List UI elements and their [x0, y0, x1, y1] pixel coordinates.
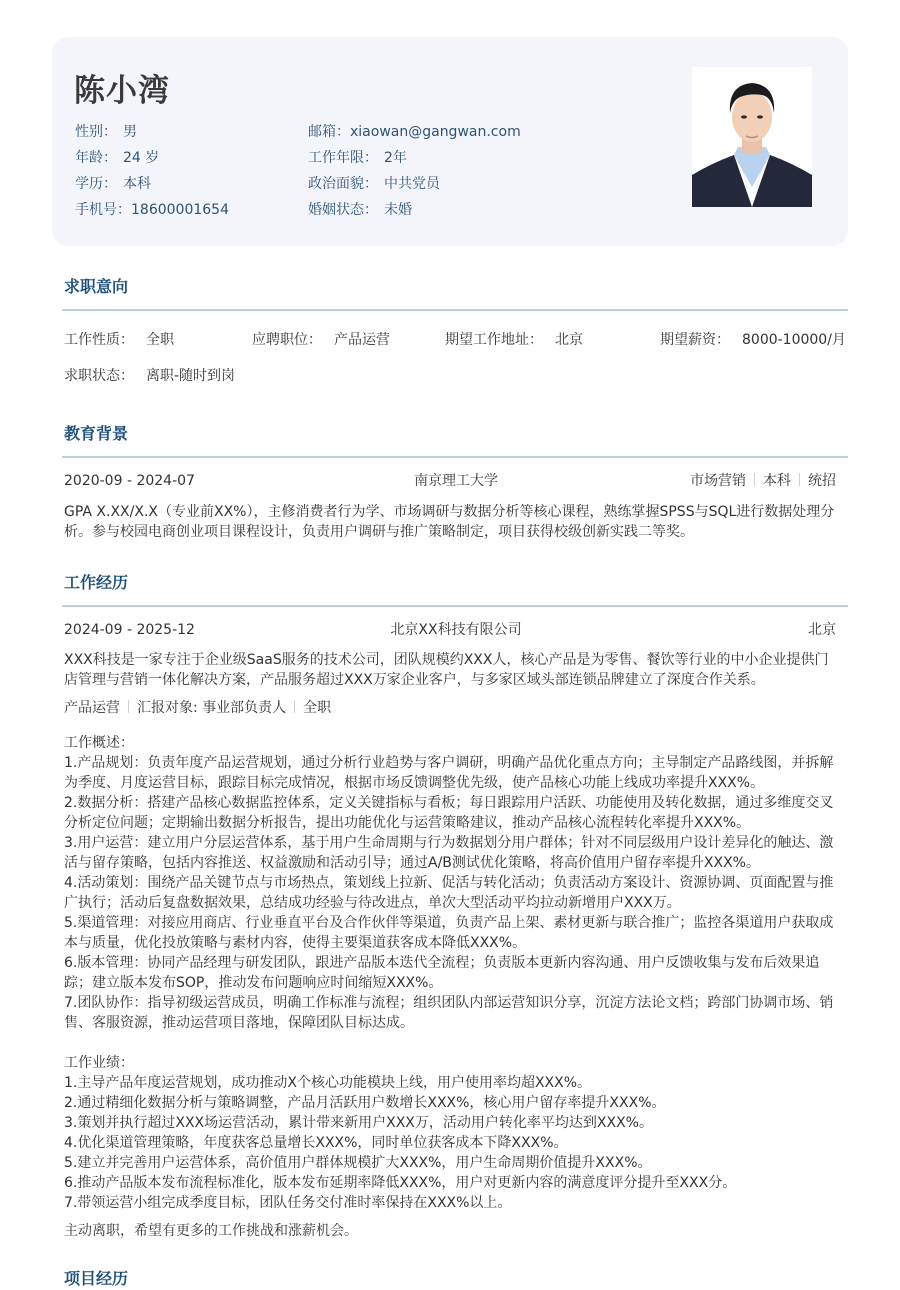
- field-value: 本科: [123, 176, 151, 192]
- basic-info-right: [308, 119, 521, 223]
- field-label: 性别：: [75, 124, 117, 140]
- field-value: 产品运营: [334, 332, 390, 348]
- age-field: [75, 145, 229, 171]
- field-value: 18600001654: [131, 202, 229, 218]
- overview-item: 3.用户运营：建立用户分层运营体系，基于用户生命周期与行为数据划分用户群体；针对不同层级用户设计差异化的触达、激活与留存策略，包括内容推送、权益激励和活动引导；通过A/B测试优化策略，将高价值用户留存率提升XXX%。: [64, 835, 834, 871]
- role-tag: 产品运营: [64, 700, 120, 716]
- job-status-field: [64, 366, 235, 386]
- intent-row-2: [64, 366, 848, 386]
- intent-row-1: [64, 330, 848, 350]
- education-description: GPA X.XX/X.X（专业前XX%），主修消费者行为学、市场调研与数据分析等核心课程，熟练掌握SPSS与SQL进行数据处理分析。参与校园电商创业项目课程设计，负责用户调研与推广策略制定，项目获得校级创新实践二等奖。: [64, 504, 835, 540]
- achievement-item: 4.优化渠道管理策略，年度获客总量增长XXX%，同时单位获客成本下降XXX%。: [64, 1135, 568, 1151]
- section-divider: [62, 309, 848, 311]
- position-field: [252, 330, 390, 350]
- projects-section: [64, 1268, 848, 1290]
- achievement-item: 6.推动产品版本发布流程标准化，版本发布延期率降低XXX%，用户对更新内容的满意度评分提升至XXX分。: [64, 1175, 737, 1191]
- leave-reason: 主动离职，希望有更多的工作挑战和涨薪机会。: [64, 1223, 358, 1239]
- section-divider: [62, 605, 848, 607]
- work-tags: [64, 698, 848, 718]
- education-level-field: [75, 171, 229, 197]
- work-experience-section: [64, 572, 848, 1241]
- education-tags: [690, 471, 836, 491]
- tag-separator: [128, 700, 129, 713]
- overview-item: 1.产品规划：负责年度产品运营规划，通过分析行业趋势与客户调研，明确产品优化重点方向；主导制定产品路线图，并拆解为季度、月度运营目标，跟踪目标完成情况，根据市场反馈调整优先级，使产品核心功能上线成功率提升XXX%。: [64, 755, 834, 791]
- achievement-item: 3.策划并执行超过XXX场运营活动，累计带来新用户XXX万，活动用户转化率平均达到XXX%。: [64, 1115, 653, 1131]
- email-field: [308, 119, 521, 145]
- field-label: 工作年限：: [308, 150, 378, 166]
- achievement-item: 1.主导产品年度运营规划，成功推动X个核心功能模块上线，用户使用率均超XXX%。: [64, 1075, 592, 1091]
- achievements-title: 工作业绩：: [64, 1055, 134, 1071]
- education-header-row: [64, 471, 848, 491]
- work-type-field: [64, 330, 174, 350]
- field-value: 未婚: [384, 202, 412, 218]
- field-label: 学历：: [75, 176, 117, 192]
- basic-info-left: [75, 119, 229, 223]
- field-label: 手机号：: [75, 202, 131, 218]
- field-value: 全职: [146, 332, 174, 348]
- work-header-row: [64, 620, 848, 640]
- degree-tag: 本科: [763, 473, 791, 489]
- location-field: [445, 330, 583, 350]
- portrait-icon: [692, 67, 812, 207]
- overview-item: 2.数据分析：搭建产品核心数据监控体系，定义关键指标与看板；每日跟踪用户活跃、功能使用及转化数据，通过多维度交叉分析定位问题；定期输出数据分析报告，提出功能优化与运营策略建议，推动产品核心流程转化率提升XXX%。: [64, 795, 834, 831]
- work-overview: [64, 733, 848, 1033]
- section-title: 工作经历: [64, 573, 129, 592]
- overview-item: 7.团队协作：指导初级运营成员，明确工作标准与流程；组织团队内部运营知识分享，沉淀方法论文档；跨部门协调市场、销售、客服资源，推动运营项目落地，保障团队目标达成。: [64, 995, 834, 1031]
- work-location: 北京: [808, 622, 836, 638]
- field-value: 8000-10000/月: [742, 332, 846, 348]
- achievement-item: 7.带领运营小组完成季度目标，团队任务交付准时率保持在XXX%以上。: [64, 1195, 512, 1211]
- overview-title: 工作概述：: [64, 735, 134, 751]
- section-title: 求职意向: [64, 277, 129, 296]
- report-to-tag: 汇报对象: 事业部负责人: [137, 700, 287, 716]
- field-label: 求职状态：: [64, 368, 134, 384]
- overview-item: 4.活动策划：围绕产品关键节点与市场热点，策划线上拉新、促活与转化活动；负责活动方案设计、资源协调、页面配置与推广执行；活动后复盘数据效果，总结成功经验与待改进点，单次大型活动平均拉动新增用户XXX万。: [64, 875, 834, 911]
- marital-status-field: [308, 197, 521, 223]
- overview-item: 6.版本管理：协同产品经理与研发团队，跟进产品版本迭代全流程；负责版本更新内容沟通、用户反馈收集与发布后效果追踪；建立版本发布SOP，推动发布问题响应时间缩短XXX%。: [64, 955, 820, 991]
- achievement-item: 2.通过精细化数据分析与策略调整，产品月活跃用户数增长XXX%，核心用户留存率提升XXX%。: [64, 1095, 666, 1111]
- field-label: 婚姻状态：: [308, 202, 378, 218]
- section-divider: [62, 456, 848, 458]
- work-achievements: [64, 1053, 848, 1213]
- field-value: 中共党员: [384, 176, 440, 192]
- field-label: 期望薪资：: [660, 332, 730, 348]
- tag-separator: [754, 473, 755, 486]
- field-value: 24 岁: [123, 150, 160, 166]
- field-value: 北京: [555, 332, 583, 348]
- enrollment-tag: 统招: [808, 473, 836, 489]
- major-tag: 市场营销: [690, 473, 746, 489]
- achievement-item: 5.建立并完善用户运营体系，高价值用户群体规模扩大XXX%，用户生命周期价值提升XXX%。: [64, 1155, 652, 1171]
- section-title: 项目经历: [64, 1269, 129, 1288]
- political-status-field: [308, 171, 521, 197]
- profile-card: [52, 37, 848, 246]
- job-intent-section: [64, 276, 848, 386]
- field-label: 政治面貌：: [308, 176, 378, 192]
- education-section: [64, 423, 848, 542]
- tag-separator: [799, 473, 800, 486]
- gender-field: [75, 119, 229, 145]
- overview-item: 5.渠道管理：对接应用商店、行业垂直平台及合作伙伴等渠道，负责产品上架、素材更新与联合推广；监控各渠道用户获取成本与质量，优化投放策略与素材内容，使得主要渠道获客成本降低XXX%。: [64, 915, 834, 951]
- salary-field: [660, 330, 846, 350]
- education-period: 2020-09 - 2024-07: [64, 473, 195, 489]
- employment-type-tag: 全职: [303, 700, 332, 716]
- field-label: 年龄：: [75, 150, 117, 166]
- field-value: 男: [123, 124, 137, 140]
- company-name: 北京XX科技有限公司: [390, 622, 522, 638]
- field-value: xiaowan@gangwan.com: [350, 124, 521, 140]
- field-label: 邮箱：: [308, 124, 350, 140]
- avatar-photo: [692, 67, 812, 207]
- field-label: 工作性质：: [64, 332, 134, 348]
- school-name: 南京理工大学: [414, 473, 498, 489]
- tag-separator: [294, 700, 295, 713]
- work-period: 2024-09 - 2025-12: [64, 622, 195, 638]
- work-years-field: [308, 145, 521, 171]
- field-value: 2年: [384, 150, 407, 166]
- field-label: 应聘职位：: [252, 332, 322, 348]
- field-label: 期望工作地址：: [445, 332, 543, 348]
- company-description: XXX科技是一家专注于企业级SaaS服务的技术公司，团队规模约XXX人，核心产品是为零售、餐饮等行业的中小企业提供门店管理与营销一体化解决方案，产品服务超过XXX万家企业客户，与多家区域头部连锁品牌建立了深度合作关系。: [64, 652, 829, 688]
- field-value: 离职-随时到岗: [146, 368, 236, 384]
- candidate-name: 陈小湾: [74, 73, 170, 109]
- phone-field: [75, 197, 229, 223]
- section-title: 教育背景: [64, 424, 129, 443]
